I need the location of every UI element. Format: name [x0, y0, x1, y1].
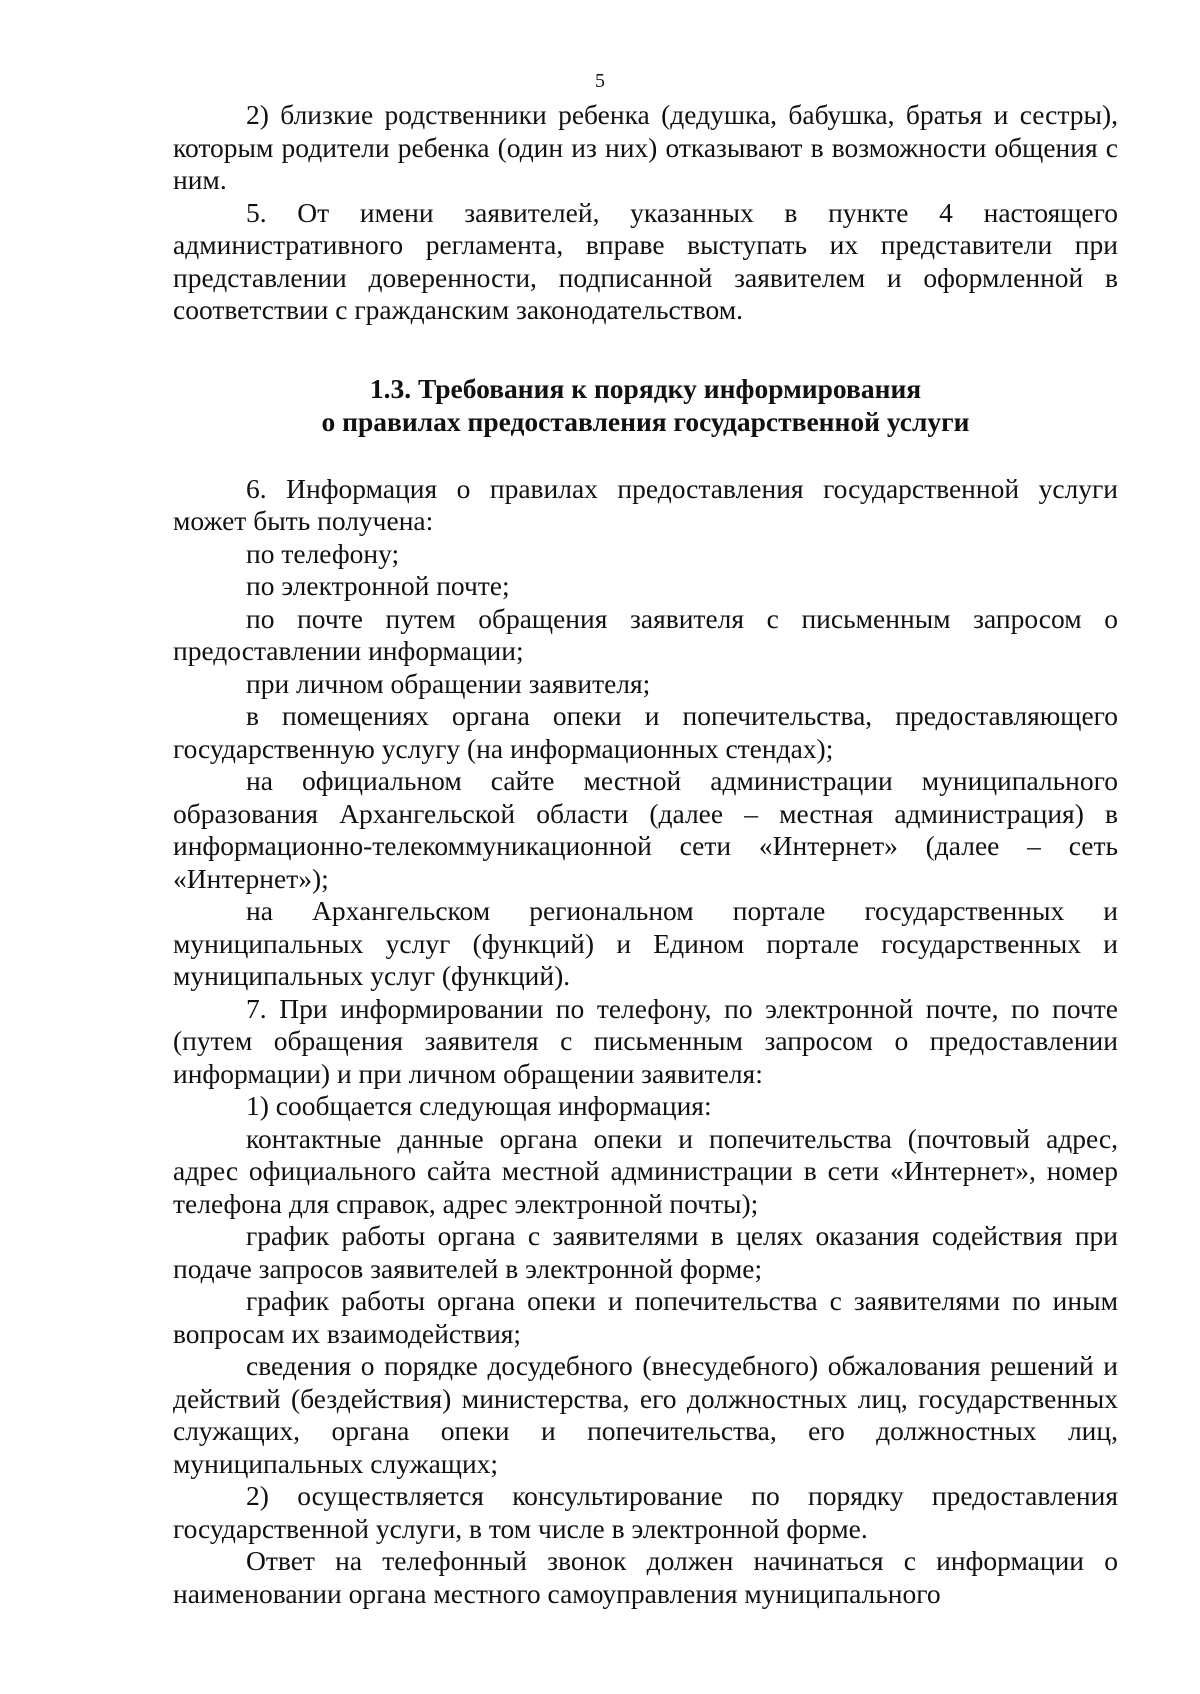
paragraph: 6. Информация о правилах предоставления государственной услуги может быть получена:	[173, 472, 1118, 536]
section-heading-line: 1.3. Требования к порядку информирования	[369, 372, 922, 404]
list-item: контактные данные органа опеки и попечительства (почтовый адрес, адрес официального сайта местной администрации в сети «Интернет», номер телефона для справок, адрес электронной почты);	[173, 1122, 1118, 1219]
paragraph: 2) близкие родственники ребенка (дедушка, бабушка, братья и сестры), которым родители ребенка (один из них) отказывают в возможности общения с ним.	[173, 99, 1118, 195]
list-item: по телефону;	[246, 537, 400, 569]
list-item: в помещениях органа опеки и попечительства, предоставляющего государственную услугу (на информационных стендах);	[173, 700, 1118, 764]
list-item: по электронной почте;	[246, 570, 510, 601]
page-number: 5	[595, 70, 605, 92]
list-item: при личном обращении заявителя;	[246, 667, 651, 699]
section-heading-line: о правилах предоставления государственной услуги	[321, 405, 970, 437]
list-item: на официальном сайте местной администрации муниципального образования Архангельской области (далее – местная администрация) в информационно-телекоммуникационной сети «Интернет» (далее – сеть «Интернет»);	[173, 765, 1118, 894]
document-body	[173, 99, 1118, 1610]
paragraph: Ответ на телефонный звонок должен начинаться с информации о наименовании органа местного самоуправления муниципального	[173, 1545, 1118, 1609]
list-item: 2) осуществляется консультирование по порядку предоставления государственной услуги, в том числе в электронной форме.	[173, 1480, 1118, 1544]
section-heading	[173, 372, 1118, 438]
list-item: график работы органа опеки и попечительства с заявителями по иным вопросам их взаимодействия;	[173, 1285, 1118, 1349]
list-item: по почте путем обращения заявителя с письменным запросом о предоставлении информации;	[173, 602, 1118, 666]
paragraph: 5. От имени заявителей, указанных в пункте 4 настоящего административного регламента, вправе выступать их представители при представлении доверенности, подписанной заявителем и оформленной в соответствии с гражданским законодательством.	[173, 196, 1118, 325]
paragraph: 7. При информировании по телефону, по электронной почте, по почте (путем обращения заявителя с письменным запросом о предоставлении информации) и при личном обращении заявителя:	[173, 992, 1118, 1089]
list-item: 1) сообщается следующая информация:	[246, 1090, 712, 1121]
list-item: на Архангельском региональном портале государственных и муниципальных услуг (функций) и Едином портале государственных и муниципальных услуг (функций).	[173, 895, 1118, 991]
list-item: сведения о порядке досудебного (внесудебного) обжалования решений и действий (бездействия) министерства, его должностных лиц, государственных служащих, органа опеки и попечительства, его должностных лиц, муниципальных служащих;	[173, 1350, 1118, 1479]
list-item: график работы органа с заявителями в целях оказания содействия при подаче запросов заявителей в электронной форме;	[173, 1220, 1118, 1284]
